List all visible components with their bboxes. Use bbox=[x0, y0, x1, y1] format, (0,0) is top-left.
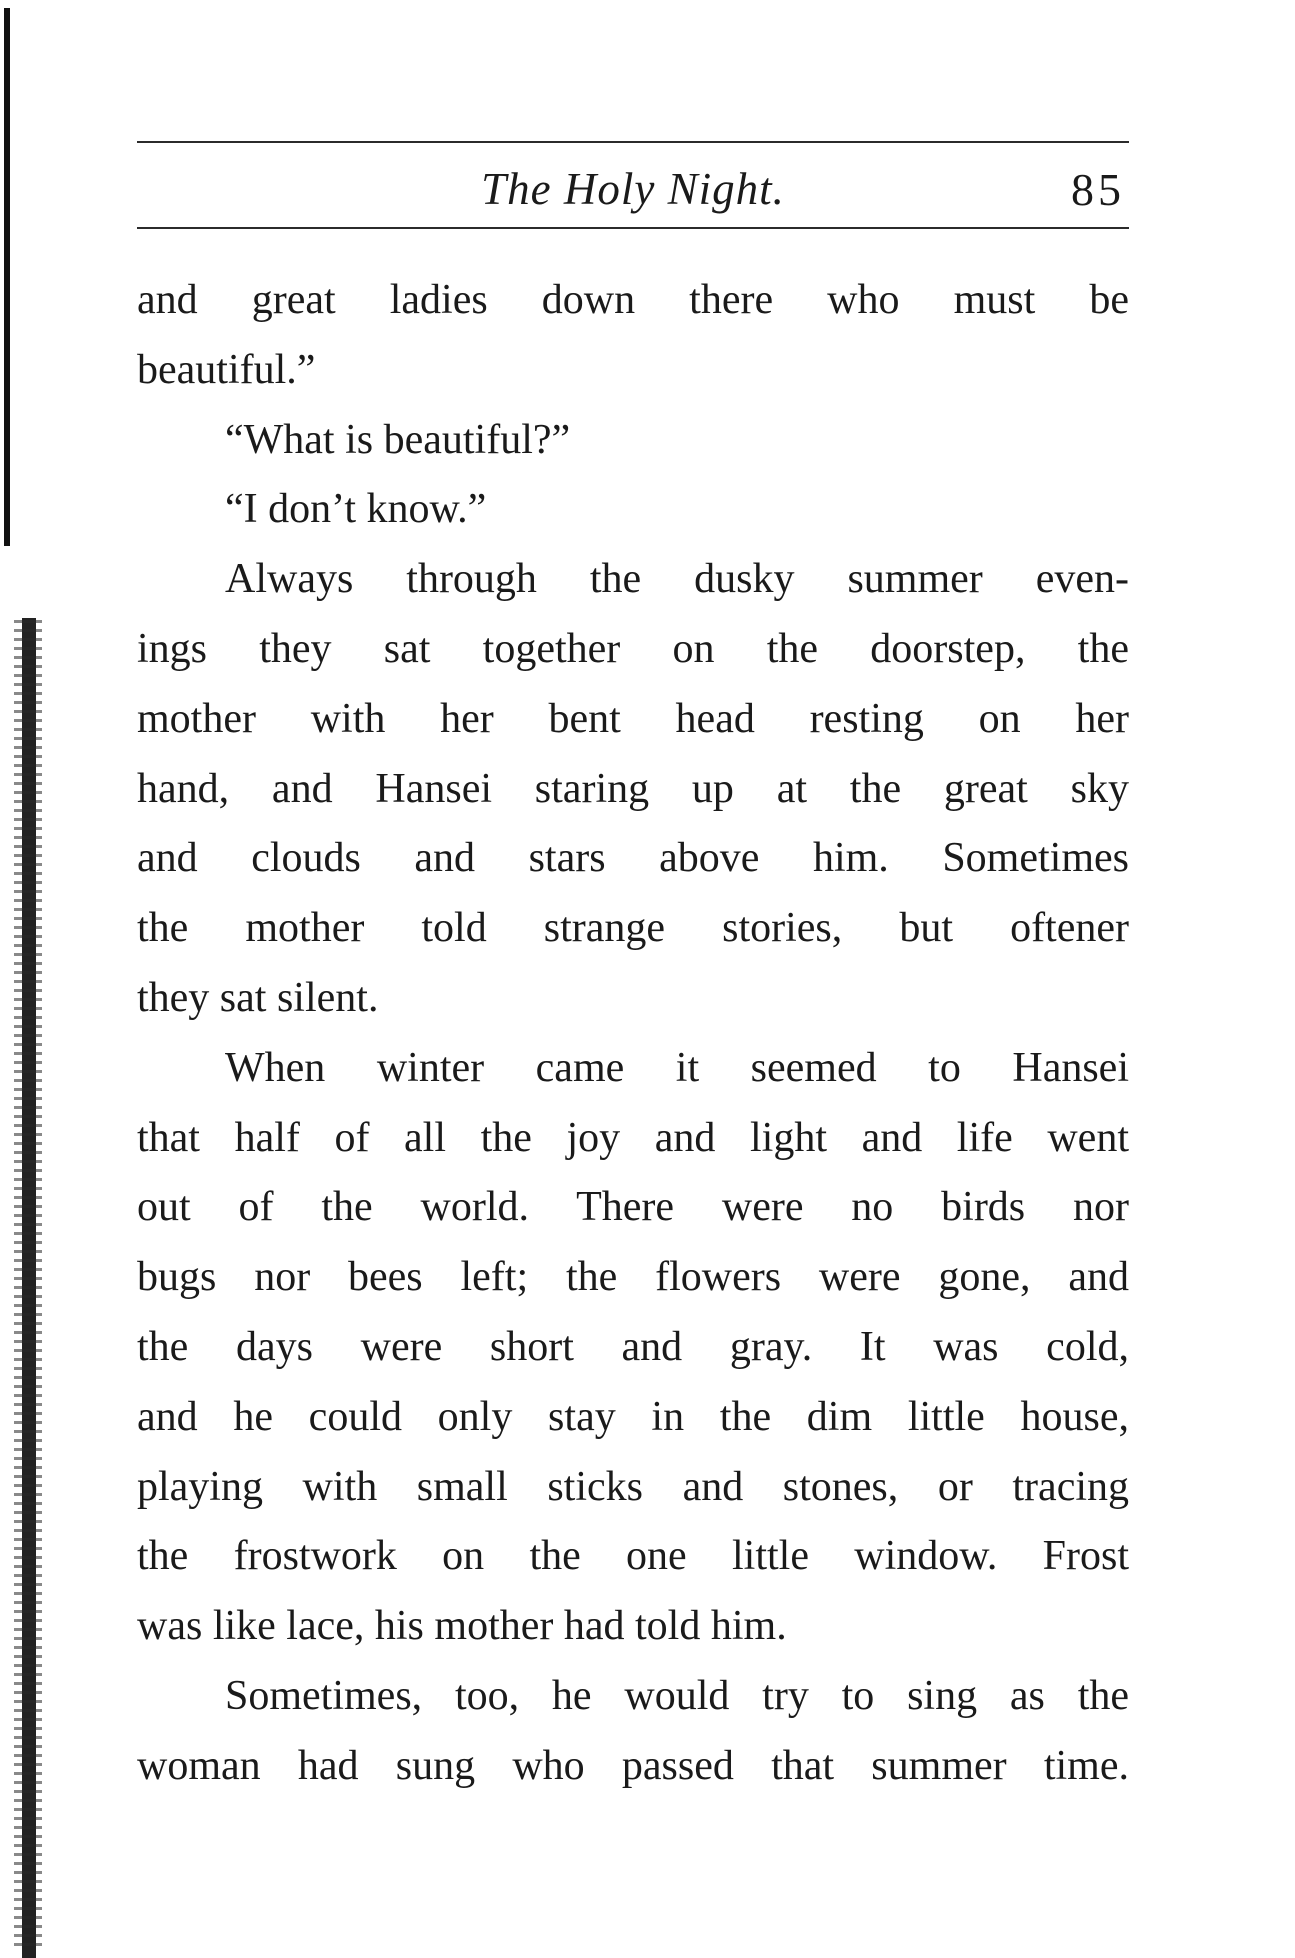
text-line: When winter came it seemed to Hansei bbox=[225, 1044, 1129, 1091]
text-line: Sometimes, too, he would try to sing as the bbox=[225, 1672, 1129, 1719]
text-line: and clouds and stars above him. Sometimes bbox=[137, 835, 1129, 882]
running-title: The Holy Night. bbox=[481, 164, 785, 214]
body-text bbox=[137, 266, 1129, 1802]
running-header bbox=[137, 141, 1129, 229]
text-line: ings they sat together on the doorstep, the bbox=[137, 625, 1129, 672]
text-line: hand, and Hansei staring up at the great sky bbox=[137, 765, 1129, 812]
spine-shadow-speckle bbox=[14, 620, 42, 1950]
text-line: the mother told strange stories, but oftener bbox=[137, 905, 1129, 952]
text-line: the days were short and gray. It was cold, bbox=[137, 1323, 1129, 1370]
text-line: out of the world. There were no birds nor bbox=[137, 1184, 1129, 1231]
spine-shadow-upper bbox=[4, 8, 10, 546]
text-line: bugs nor bees left; the flowers were gone, and bbox=[137, 1254, 1129, 1301]
text-line: playing with small sticks and stones, or tracing bbox=[137, 1463, 1129, 1510]
text-line: “What is beautiful?” bbox=[225, 416, 571, 463]
text-line: was like lace, his mother had told him. bbox=[137, 1603, 787, 1650]
text-line: the frostwork on the one little window. Frost bbox=[137, 1533, 1129, 1580]
page-number: 85 bbox=[1071, 164, 1125, 215]
text-line: mother with her bent head resting on her bbox=[137, 695, 1129, 742]
text-line: woman had sung who passed that summer time. bbox=[137, 1742, 1129, 1789]
text-line: and he could only stay in the dim little house, bbox=[137, 1393, 1129, 1440]
text-line: Always through the dusky summer even- bbox=[225, 556, 1129, 603]
text-line: and great ladies down there who must be bbox=[137, 277, 1129, 323]
scanned-spine-shadow bbox=[0, 0, 60, 1958]
text-line: they sat silent. bbox=[137, 974, 379, 1021]
text-line: beautiful.” bbox=[137, 346, 316, 393]
text-line: that half of all the joy and light and life went bbox=[137, 1114, 1129, 1161]
text-line: “I don’t know.” bbox=[225, 486, 487, 533]
